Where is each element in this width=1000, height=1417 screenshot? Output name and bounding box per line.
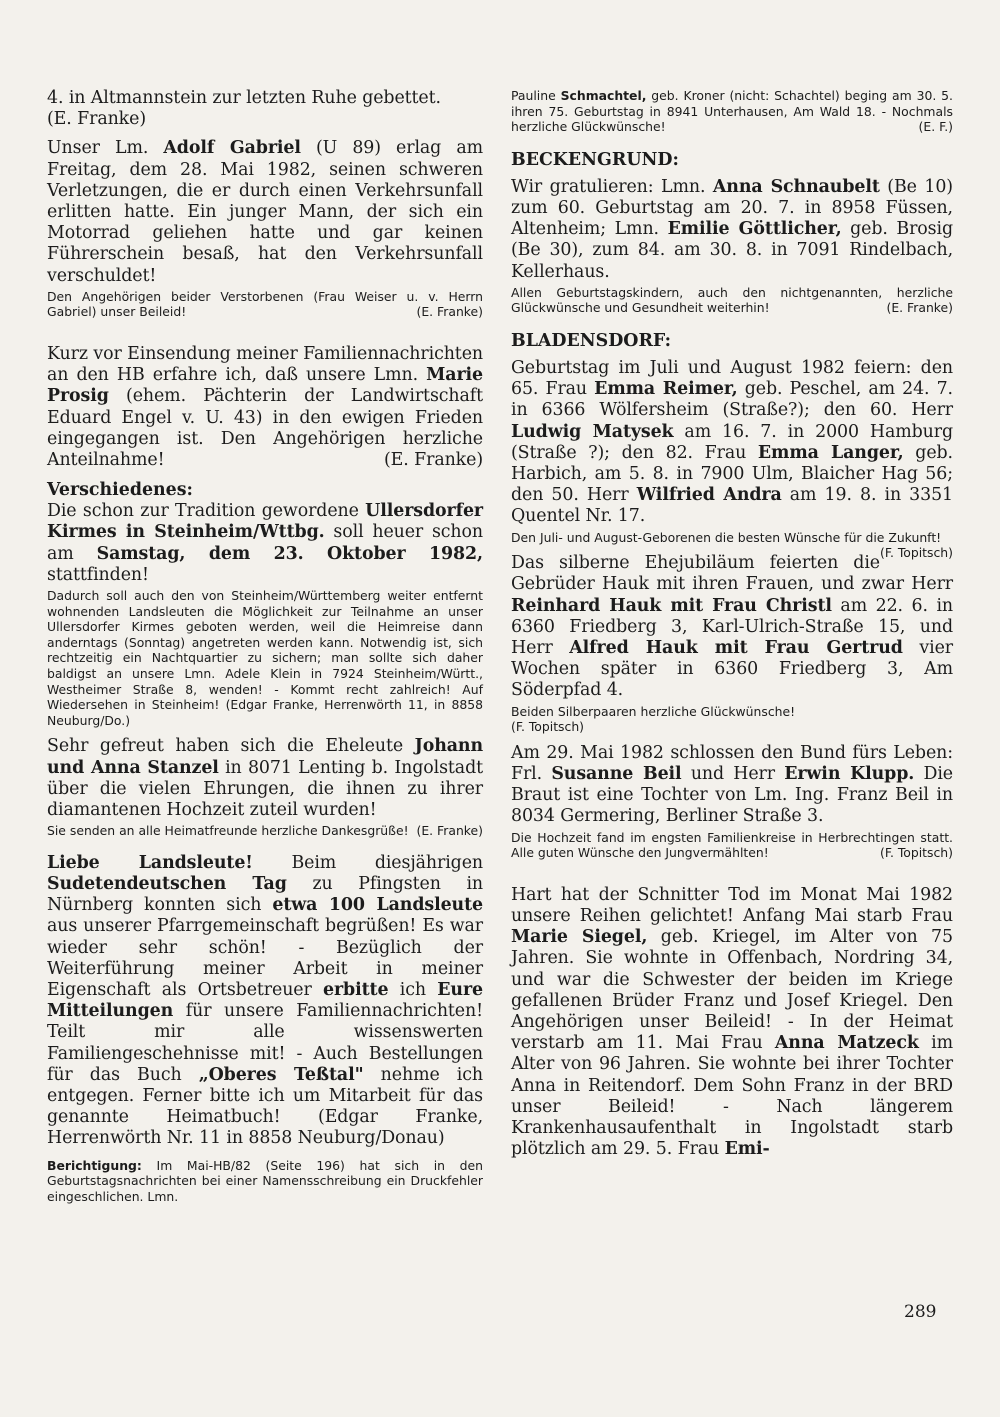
verschiedenes-heading: Verschiedenes: <box>47 480 193 501</box>
paragraph-beckengrund: Wir gratulieren: Lmn. Anna Schnaubelt (Be 10) zum 60. Geburtstag am 20. 7. in 8958 Füssen, Altenheim; Lmn. Emilie Göttlicher, geb. Brosig (Be 30), zum 84. am 30. 8. in 7091 Rindelbach, Kellerhaus. <box>511 176 953 282</box>
paragraph-stanzel: Sehr gefreut haben sich die Eheleute Johann und Anna Stanzel in 8071 Lenting b. Ingolstadt über die vielen Ehrungen, die ihnen zu ihrer diamantenen Hochzeit zuteil wurden! <box>47 736 483 820</box>
paragraph-schmachtel: Pauline Schmachtel, geb. Kroner (nicht: Schachtel) beging am 30. 5. ihren 75. Geburtstag in 8941 Unterhausen, Am Wald 18. - Nochmals herzliche Glückwünsche! (E. F.) <box>511 88 953 135</box>
paragraph-kirmes-details: Dadurch soll auch den von Steinheim/Württemberg weiter entfernt wohnenden Landsleuten die Möglichkeit zur Teilnahme an unser Ullersdorfer Kirmes geboten werden, weil die Heimreise dann anderntags (Sonntag) angetreten werden kann. Notwendig ist, sich rechtzeitig ein Nachtquartier zu sichern; man sollte sich daher baldigst an unsere Lmn. Adele Klein in 7924 Steinheim/Württ., Westheimer Straße 8, wenden! - Kommt recht zahlreich! Auf Wiedersehen in Steinheim! (Edgar Franke, Herrenwörth 11, in 8858 Neuburg/Do.) <box>47 588 483 728</box>
paragraph-beil-klupp: Am 29. Mai 1982 schlossen den Bund fürs Leben: Frl. Susanne Beil und Herr Erwin Klupp. Die Braut ist eine Tochter von Lm. Ing. Franz Beil in 8034 Germering, Berliner Straße 3. <box>511 742 954 827</box>
paragraph-marie-prosig: Kurz vor Einsendung meiner Familiennachrichten an den HB erfahre ich, daß unsere Lmn. Marie Prosig (ehem. Pächterin der Landwirtschaft Eduard Engel v. U. 43) in den ewigen Frieden eingegangen ist. Den Angehörigen herzliche Anteilnahme! (E. Franke) <box>47 344 483 471</box>
bladensdorf-heading: BLADENSDORF: <box>511 330 672 351</box>
right-column <box>511 88 953 1160</box>
paragraph-berichtigung: Berichtigung: Im Mai-HB/82 (Seite 196) hat sich in den Geburtstagsnachrichten bei einer Namensschreibung ein Druckfehler eingeschlichen. Lmn. <box>47 1157 483 1204</box>
paragraph-bladensdorf: Geburtstag im Juli und August 1982 feiern: den 65. Frau Emma Reimer, geb. Peschel, am 24. 7. in 6366 Wölfersheim (Straße?); den 60. Herr Ludwig Matysek am 16. 7. in 2000 Hamburg (Straße ?); den 82. Frau Emma Langer, geb. Harbich, am 5. 8. in 7900 Ulm, Blaicher Hag 56; den 50. Herr Wilfried Andra am 19. 8. in 3351 Quentel Nr. 17. <box>511 357 954 527</box>
paragraph-kirmes: Die schon zur Tradition gewordene Ullersdorfer Kirmes in Steinheim/Wttbg. soll heuer schon am Samstag, dem 23. Oktober 1982, stattfinden! <box>47 501 483 585</box>
left-column <box>47 88 483 1204</box>
beckengrund-heading: BECKENGRUND: <box>511 149 679 170</box>
condolence-note-gabriel: Den Angehörigen beider Verstorbenen (Frau Weiser u. v. Herrn Gabriel) unser Beileid! (E. Franke) <box>47 288 483 320</box>
note-beil-klupp: Die Hochzeit fand im engsten Familienkreise in Herbrechtingen statt. Alle guten Wünsche den Jungvermählten! (F. Topitsch) <box>511 829 953 861</box>
note-stanzel: Sie senden an alle Heimatfreunde herzliche Dankesgrüße! (E. Franke) <box>47 823 483 839</box>
note-hauk: Beiden Silberpaaren herzliche Glückwünsche! (F. Topitsch) <box>511 703 796 735</box>
note-beckengrund: Allen Geburtstagskindern, auch den nichtgenannten, herzliche Glückwünsche und Gesundheit weiterhin! (E. Franke) <box>511 284 953 316</box>
paragraph-adolf-gabriel: Unser Lm. Adolf Gabriel (U 89) erlag am Freitag, dem 28. Mai 1982, seinen schweren Verletzungen, die er durch einen Verkehrsunfall erlitten hatte. Ein junger Mann, der sich ein Motorrad geliehen hatte und gar keinen Führerschein besaß, hat den Verkehrsunfall verschuldet! <box>47 138 483 286</box>
paragraph-schnitter-tod: Hart hat der Schnitter Tod im Monat Mai 1982 unsere Reihen gelichtet! Anfang Mai starb Frau Marie Siegel, geb. Kriegel, im Alter von 75 Jahren. Sie wohnte in Offenbach, Nordring 34, und war die Schwester der beiden im Kriege gefallenen Brüder Franz und Josef Kriegel. Den Angehörigen unser Beileid! - In der Heimat verstarb am 11. Mai Frau Anna Matzeck im Alter von 96 Jahren. Sie wohnte bei ihrer Tochter Anna in Reitendorf. Dem Sohn Franz in der BRD unser Beileid! - Nach längerem Krankenhausaufenthalt in Ingolstadt starb plötzlich am 29. 5. Frau Emi- <box>511 884 953 1160</box>
paragraph-altmannstein: 4. in Altmannstein zur letzten Ruhe gebettet. (E. Franke) <box>47 88 441 130</box>
paragraph-liebe-landsleute: Liebe Landsleute! Beim diesjährigen Sudetendeutschen Tag zu Pfingsten in Nürnberg konnten sich etwa 100 Landsleute aus unserer Pfarrgemeinschaft begrüßen! Es war wieder sehr schön! - Bezüglich der Weiterführung meiner Arbeit in meiner Eigenschaft als Ortsbetreuer erbitte ich Eure Mitteilungen für unsere Familiennachrichten! Teilt mir alle wissenswerten Familiengeschehnisse mit! - Auch Bestellungen für das Buch „Oberes Teßtal" nehme ich entgegen. Ferner bitte ich um Mitarbeit für das genannte Heimatbuch! (Edgar Franke, Herrenwörth Nr. 11 in 8858 Neuburg/Donau) <box>47 852 484 1149</box>
paragraph-hauk: Das silberne Ehejubiläum feierten die Gebrüder Hauk mit ihren Frauen, und zwar Herr Reinhard Hauk mit Frau Christl am 22. 6. in 6360 Friedberg 3, Karl-Ulrich-Straße 15, und Herr Alfred Hauk mit Frau Gertrud vier Wochen später in 6360 Friedberg 3, Am Söderpfad 4. <box>511 553 954 701</box>
page-number: 289 <box>904 1302 937 1322</box>
note-bladensdorf: Den Juli- und August-Geborenen die besten Wünsche für die Zukunft! (F. Topitsch) <box>511 529 953 561</box>
